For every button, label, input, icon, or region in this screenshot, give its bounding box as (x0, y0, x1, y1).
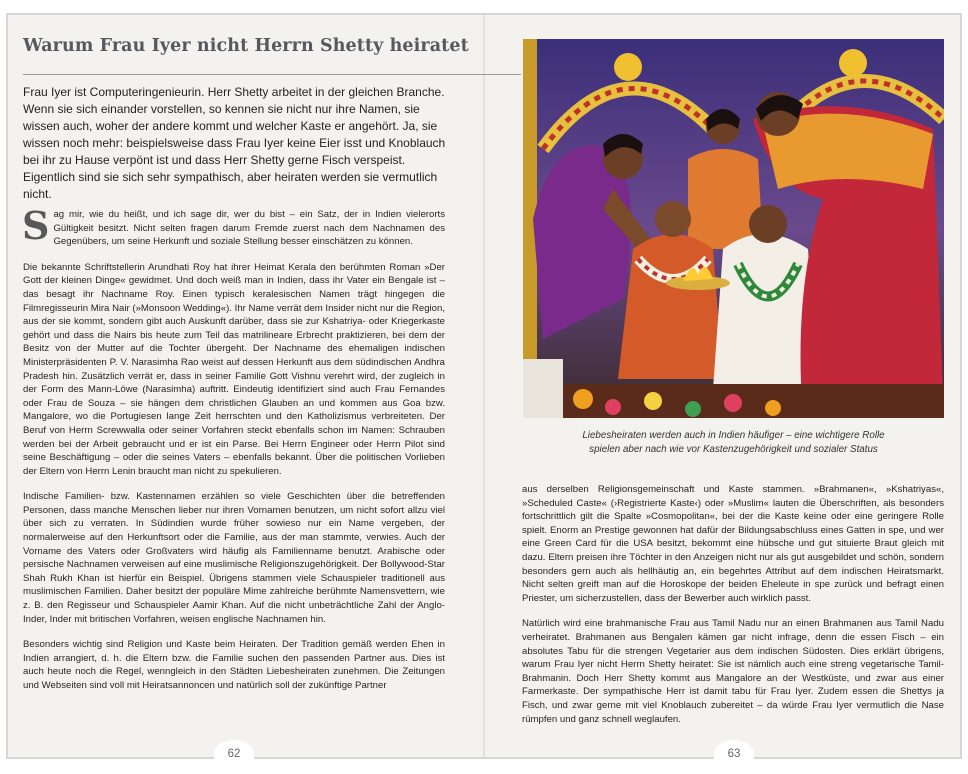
page-number-right: 63 (714, 740, 754, 768)
chapter-title: Warum Frau Iyer nicht Herrn Shetty heiratet (23, 36, 469, 56)
opening-paragraph-text: ag mir, wie du heißt, und ich sage dir, wer du bist – ein Satz, der in Indien vielerorts Gültigkeit besitzt. Nicht selten fragen darum Fremde zuerst nach dem Nachnamen des Gegenübers, um seine Herkunft und soziale Stellung besser einschätzen zu können. (53, 209, 445, 248)
body-paragraph: Natürlich wird eine brahmanische Frau aus Tamil Nadu nur an einen Brahmanen aus Tamil Nadu verheiratet. Brahmanen aus Bengalen kämen gar nicht infrage, denn die essen Fisch – ein absolutes Tabu für die strengen Vegetarier aus dem indischen Südosten. Dies erklärt übrigens, warum Frau Iyer nicht Herrn Shetty heiratet: Sie ist nämlich auch eine streng vegetarische Tamil-Brahmanin. Doch Herr Shetty kommt aus Mangalore an der Westküste, und zwar aus einer Farmerkaste. Der sympathische Herr ist damit tabu für Frau Iyer. Zudem essen die Shettys ja Fisch, und zwar gerne mit viel Knoblauch zubereitet – da würde Frau Iyer vermutlich die Nase rümpfen und ganz schnell weglaufen. (522, 618, 944, 725)
body-paragraph: aus derselben Religionsgemeinschaft und Kaste stammen. »Brahmanen«, »Kshatriyas«, »Scheduled Caste« (›Registrierte Kaste‹) oder »Muslim« lauten die Überschriften, als besonders fortschrittlich gilt die Spalte »Cosmopolitan«, bei der die Kaste keine oder eine geringere Rolle spielt. Enorm an Prestige gewonnen hat dafür der Bildungsabschluss eines Gatten in spe, und wer eine Green Card für die USA besitzt, bekommt eine hübsche und gut situierte Braut gleich mit dazu. Eltern preisen ihre Töchter in den Anzeigen nicht nur als gut ausgebildet und schön, sondern besonders gern auch als hellhäutig an, ein begehrtes Attribut auf dem indischen Heiratsmarkt. Nicht selten greift man auf die Horoskope der beiden Eheleute in spe zurück und befragt einen Priester, um sicherzustellen, dass der Bewerber auch wirklich passt. (522, 484, 944, 604)
right-body-text (522, 483, 944, 738)
photo-caption (523, 429, 944, 457)
body-paragraph: Indische Familien- bzw. Kastennamen erzählen so viele Geschichten über die betreffenden Personen, dass manche Menschen lieber nur ihren Vornamen benutzen, um nicht sofort allzu viel über sich zu verraten. In Südindien wurde früher sowieso nur ein Name vergeben, der normalerweise auf den Herkunftsort oder die Familie, aus der man stammte, verwies. Auch der Vorname des Vaters oder Großvaters wird häufig als Familienname benutzt. Arabische oder persische Nachnamen verweisen auf eine muslimische Religionszugehörigkeit. Der Bollywood-Star Shah Rukh Khan ist hierfür ein Beispiel. Übrigens stammen viele Schauspieler traditionell aus muslimischen Familien. Daher besitzt der populäre Mime zahlreiche berühmte Namensvettern, wie z. B. den Regisseur und Schauspieler Aamir Khan. Auf die nicht unbeträchtliche Zahl der Anglo-Inder, Inder mit britischen Vorfahren, weisen englische Nachnamen hin. (23, 491, 445, 625)
gutter (483, 15, 485, 757)
left-body-text (22, 203, 445, 705)
drop-cap: S (22, 203, 50, 248)
body-paragraph: Die bekannte Schriftstellerin Arundhati Roy hat ihrer Heimat Kerala den berühmten Roman »Der Gott der kleinen Dinge« gewidmet. Und doch weiß man in Indien, dass ihr Vater ein Bengale ist – das besagt ihr Nachname Roy. Einen typisch keralesischen Namen trägt hingegen die Filmregisseurin Mira Nair (»Monsoon Wedding«). Ihr Name verrät dem Insider nicht nur die Region, aus der sie kommt, sondern gibt auch Auskunft darüber, dass sie zur Kshatriya- oder Kriegerkaste gehört und dass die Nairs bis heute zum Teil das matrilineare Erbrecht praktizieren, bei dem der Besitz von der Mutter auf die Tochter übergeht. Der Nachname des ehemaligen indischen Ministerpräsidenten P. V. Narasimha Rao weist auf dessen Herkunft aus dem südindischen Andhra Pradesh hin. Zusätzlich verrät er, dass in seiner Familie Gott Vishnu verehrt wird, der zugleich in der Form des Mann-Löwe (Narasimha) auftritt. Eindeutig identifiziert sind auch Frau Fernandes oder Frau de Souza – sie hängen dem christlichen Glauben an und kommen aus Goa bzw. Mangalore, wo die Portugiesen lange Zeit herrschten und den Katholizismus verbreiteten. Der Beruf von Herrn Screwwalla oder seiner Vorfahren steckt ebenfalls schon im Namen: Schrauben werden bei der Arbeit gebraucht und er ist ein Parse. Bei Herrn Engineer oder Herrn Pilot sind seine Beschäftigung – oder die seines Vaters – ebenfalls bekannt. Über die politischen Vorlieben der Eltern von Herrn Lenin braucht man nicht zu spekulieren. (23, 261, 445, 477)
intro-paragraph: Frau Iyer ist Computeringenieurin. Herr Shetty arbeitet in der gleichen Branche. Wenn sie sich einander vorstellen, so kennen sie nicht nur ihre Namen, sie wissen auch, woher der andere kommt und welcher Kaste er angehört. Ja, sie wissen noch mehr: beispielsweise dass Frau Iyer keine Eier isst und Knoblauch bei ihr zu Hause verpönt ist und dass Herr Shetty gerne Fisch verspeist. Eigentlich sind sie sich sehr sympathisch, aber heiraten werden sie vermutlich nicht. (23, 85, 446, 201)
wedding-photo (523, 39, 944, 418)
caption-line: spielen aber nach wie vor Kastenzugehörigkeit und sozialer Status (589, 444, 878, 455)
page-number-left: 62 (214, 740, 254, 768)
body-paragraph: Besonders wichtig sind Religion und Kaste beim Heiraten. Der Tradition gemäß werden Ehen in Indien arrangiert, d. h. die Eltern bzw. die Familie suchen den passenden Partner aus. Dies ist auch heute noch die Regel, wenngleich in den Städten Liebesheiraten zunehmen. Die Zeitungen und Webseiten sind voll mit Heiratsannoncen und natürlich soll der zukünftige Partner (23, 639, 445, 691)
title-rule (23, 74, 521, 75)
opening-paragraph (22, 203, 445, 249)
caption-line: Liebesheiraten werden auch in Indien häufiger – eine wichtigere Rolle (582, 430, 885, 441)
